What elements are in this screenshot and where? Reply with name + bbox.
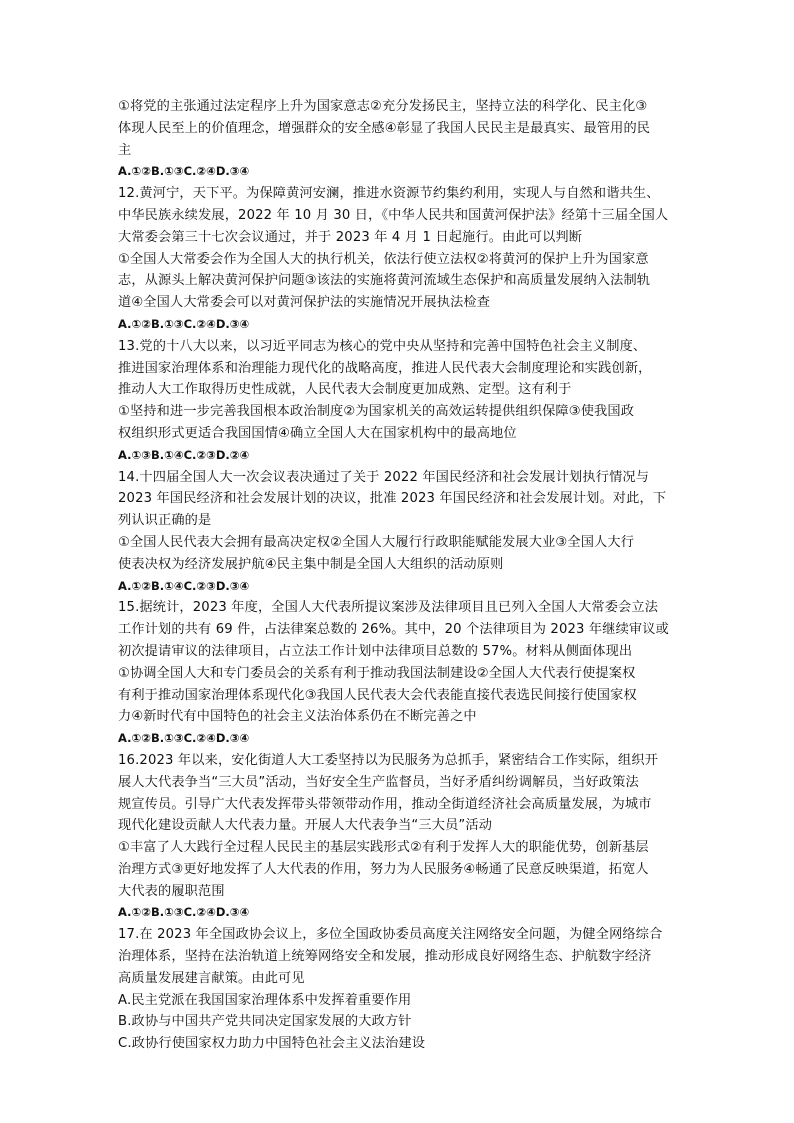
statement-line: 力④新时代有中国特色的社会主义法治体系仍在不断完善之中 [118,709,477,725]
question-line: 16.2023 年以来，安化街道人大工委坚持以为民服务为总抓手，紧密结合工作实际，组织开 [118,752,659,768]
choice-c: C.政协行使国家权力助力中国特色社会主义法治建设 [118,1036,426,1052]
statement-line: ①协调全国人大和专门委员会的关系有利于推动我国法制建设②全国人大代表行使提案权 [118,665,636,681]
statement-line: ①将党的主张通过法定程序上升为国家意志②充分发扬民主，坚持立法的科学化、民主化③ [118,99,648,114]
question-line: 13.党的十八大以来，以习近平同志为核心的党中央从坚持和完善中国特色社会主义制度、 [118,338,647,354]
question-line: 治理体系，坚持在法治轨道上统筹网络安全和发展，推动形成良好网络生态、护航数字经济 [118,949,652,965]
question-16 [118,750,680,924]
answer-options: A.①②B.①③C.②④D.③④ [118,316,250,331]
statement-line: ①全国人大常委会作为全国人大的执行机关，依法行使立法权②将黄河的保护上升为国家意 [118,251,649,267]
statement-line: 大代表的履职范围 [118,883,225,899]
question-line: 高质量发展建言献策。由此可见 [118,970,305,986]
answer-options: A.①②B.①③C.②④D.③④ [118,905,250,920]
question-line: 中华民族永续发展，2022 年 10 月 30 日，《中华人民共和国黄河保护法》经第十三届全国人 [118,207,669,223]
statement-line: ①坚持和进一步完善我国根本政治制度②为国家机关的高效运转提供组织保障③使我国政 [118,404,635,420]
answer-options: A.①③B.①④C.②③D.②④ [118,447,250,462]
answer-options: A.①②B.①④C.②③D.③④ [118,578,250,593]
question-line: 工作计划的共有 69 件，占法律案总数的 26%。其中，20 个法律项目为 2023 年继续审议或 [118,622,669,638]
choice-b: B.政协与中国共产党共同决定国家发展的大政方针 [118,1014,412,1030]
exam-page [118,96,680,1055]
question-line: 14.十四届全国人大一次会议表决通过了关于 2022 年国民经济和社会发展计划执行情况与 [118,469,650,485]
question-line: 12.黄河宁，天下平。为保障黄河安澜，推进水资源节约集约利用，实现人与自然和谐共生、 [118,186,660,202]
question-line: 展人大代表争当“三大员”活动，当好安全生产监督员，当好矛盾纠纷调解员，当好政策法 [118,774,639,790]
statement-line: 体现人民至上的价值理念，增强群众的安全感④彰显了我国人民民主是最真实、最管用的民 [118,120,651,136]
question-line: 推进国家治理体系和治理能力现代化的战略高度，推进人民代表大会制度理论和实践创新， [118,360,652,376]
question-14 [118,467,680,598]
question-line: 2023 年国民经济和社会发展计划的决议，批准 2023 年国民经济和社会发展计划。对此，下 [118,491,667,507]
question-17 [118,924,680,1055]
statement-line: ①全国人民代表大会拥有最高决定权②全国人大履行行政职能赋能发展大业③全国人大行 [118,534,635,550]
statement-line: 权组织形式更适合我国国情④确立全国人大在国家机构中的最高地位 [118,425,517,441]
statement-line: 志，从源头上解决黄河保护问题③该法的实施将黄河流域生态保护和高质量发展纳入法制轨 [118,273,651,289]
question-line: 初次提请审议的法律项目，占立法工作计划中法律项目总数的 57%。材料从侧面体现出 [118,643,633,659]
statement-line: 有利于推动国家治理体系现代化③我国人民代表大会代表能直接代表选民间接行使国家权 [118,687,637,703]
choice-a: A.民主党派在我国国家治理体系中发挥着重要作用 [118,992,412,1008]
statement-line: 道④全国人大常委会可以对黄河保护法的实施情况开展执法检查 [118,295,491,311]
question-line: 规宣传员。引导广大代表发挥带头带领带动作用，推动全街道经济社会高质量发展，为城市 [118,796,652,812]
answer-options: A.①②B.①③C.②④D.③④ [118,164,250,179]
question-11-fragment [118,96,680,183]
statement-line: 主 [118,142,132,158]
question-line: 大常委会第三十七次会议通过，并于 2023 年 4 月 1 日起施行。由此可以判断 [118,229,583,245]
question-line: 现代化建设贡献人大代表力量。开展人大代表争当“三大员”活动 [118,818,493,834]
question-line: 17.在 2023 年全国政协会议上，多位全国政协委员高度关注网络安全问题，为健全网络综合 [118,927,663,943]
statement-line: ①丰富了人大践行全过程人民民主的基层实践形式②有利于发挥人大的职能优势，创新基层 [118,840,649,856]
question-line: 列认识正确的是 [118,513,212,529]
statement-line: 使表决权为经济发展护航④民主集中制是全国人大组织的活动原则 [118,556,504,572]
answer-options: A.①②B.①③C.②④D.③④ [118,731,250,746]
question-15 [118,597,680,750]
question-line: 15.据统计，2023 年度，全国人大代表所提议案涉及法律项目且已列入全国人大常委会立法 [118,600,659,616]
statement-line: 治理方式③更好地发挥了人大代表的作用，努力为人民服务④畅通了民意反映渠道，拓宽人 [118,861,649,877]
question-line: 推动人大工作取得历史性成就，人民代表大会制度更加成熟、定型。这有利于 [118,382,572,398]
question-12 [118,183,680,336]
question-13 [118,336,680,467]
